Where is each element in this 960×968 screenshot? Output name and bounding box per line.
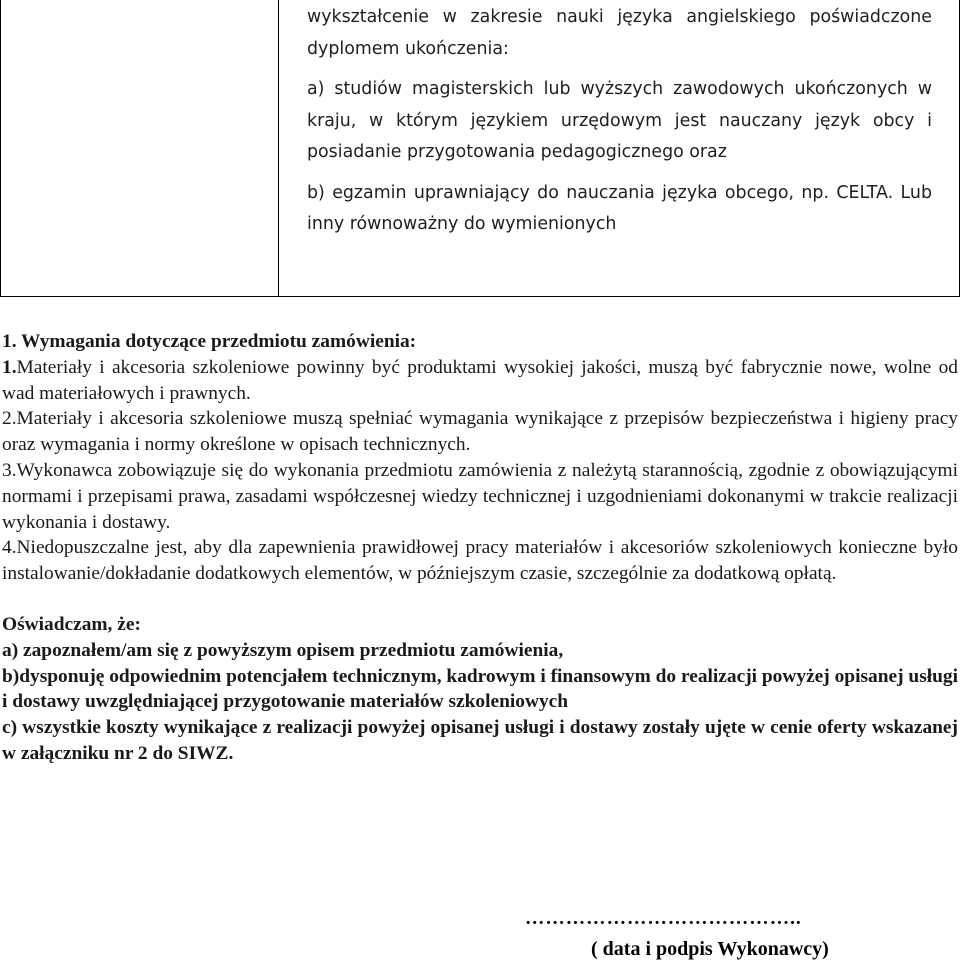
requirement-number: 1. <box>2 356 17 378</box>
qualification-option-b: b) egzamin uprawniający do nauczania języka obcego, np. CELTA. Lub inny równoważny do wymienionych <box>307 182 932 234</box>
signature-line: ………………………………….. <box>525 908 802 929</box>
requirement-number: 3. <box>2 459 17 481</box>
signature-label: ( data i podpis Wykonawcy) <box>591 938 829 960</box>
requirement-number: 4. <box>2 537 17 559</box>
requirement-number: 2. <box>2 408 17 430</box>
requirement-text: Niedopuszczalne jest, aby dla zapewnienia prawidłowej pracy materiałów i akcesoriów szkoleniowych konieczne było instalowanie/dokładanie dodatkowych elementów, w późniejszym czasie, szczególnie za dodatkową opłatą. <box>2 537 958 585</box>
declaration-heading: Oświadczam, że: <box>2 613 141 635</box>
requirement-item-3 <box>2 458 958 535</box>
declaration-item-b: b)dysponuję odpowiednim potencjałem technicznym, kadrowym i finansowym do realizacji powyżej opisanej usługi i dostawy uwzględniającej przygotowanie materiałów szkoleniowych <box>2 665 958 713</box>
requirements-heading: 1. Wymagania dotyczące przedmiotu zamówienia: <box>2 331 417 352</box>
table-column-divider <box>278 0 279 296</box>
qualification-intro: wykształcenie w zakresie nauki języka angielskiego poświadczone dyplomem ukończenia: <box>307 7 932 59</box>
requirement-item-4 <box>2 535 958 587</box>
table-cell-qualifications <box>307 2 932 241</box>
declaration-item-c: c) wszystkie koszty wynikające z realizacji powyżej opisanej usługi i dostawy zostały ujęte w cenie oferty wskazanej w załączniku nr 2 do SIWZ. <box>2 717 958 764</box>
spacer <box>2 587 958 612</box>
requirement-text: Materiały i akcesoria szkoleniowe powinny być produktami wysokiej jakości, muszą być fabrycznie nowe, wolne od wad materiałowych i prawnych. <box>2 356 958 404</box>
requirement-text: Wykonawca zobowiązuje się do wykonania przedmiotu zamówienia z należytą starannością, zgodnie z obowiązującymi normami i przepisami prawa, zasadami współczesnej wiedzy technicznej i uzgodnieniami dokonanymi w trakcie realizacji wykonania i dostawy. <box>2 459 958 533</box>
requirement-text: Materiały i akcesoria szkoleniowe muszą spełniać wymagania wynikające z przepisów bezpieczeństwa i higieny pracy oraz wymagania i normy określone w opisach technicznych. <box>2 408 958 456</box>
declaration-item-a: a) zapoznałem/am się z powyższym opisem przedmiotu zamówienia, <box>2 639 564 661</box>
requirement-item-2 <box>2 406 958 458</box>
requirement-item-1 <box>2 355 958 407</box>
document-body <box>2 329 958 767</box>
qualification-option-a: a) studiów magisterskich lub wyższych zawodowych ukończonych w kraju, w którym językiem urzędowym jest nauczany język obcy i posiadanie przygotowania pedagogicznego oraz <box>307 79 932 162</box>
